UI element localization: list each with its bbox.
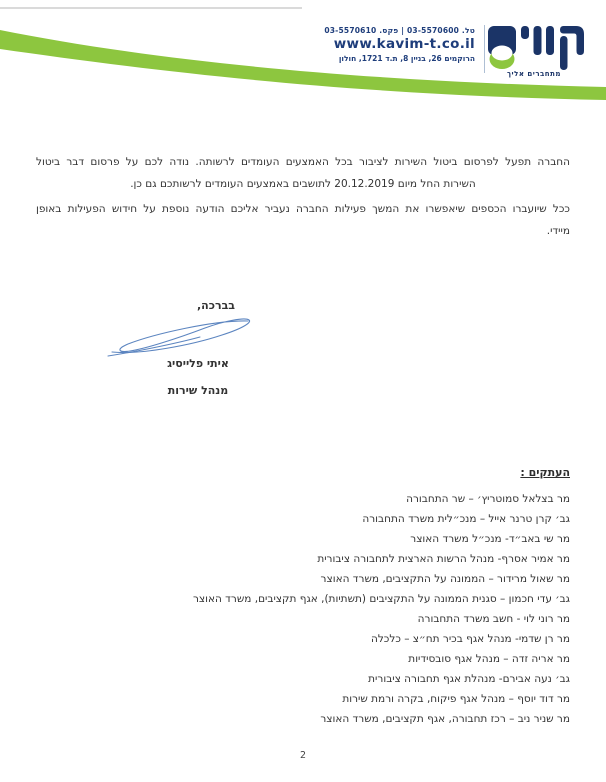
copies-list-item: מר שניר ניב – רכז תחבורה, אגף תקציבים, משרד האוצר xyxy=(320,713,570,725)
page-number: 2 xyxy=(299,750,307,761)
paragraph-1-line-2: השירות החל מיום 20.12.2019 לתושבים באמצעים העומדים לרשותכם גם כן. xyxy=(130,178,476,190)
signature-name: איתי פלייסיג xyxy=(167,357,229,370)
copies-section xyxy=(36,466,570,729)
paragraph-1-line-1: החברה תפעל לפרסום ביטול השירות לציבור בכל האמצעים העומדים לרשותה. נודה לכם על פרסום דבר ביטול xyxy=(36,156,570,168)
paragraph-2-line-1: ככל שיועברו הכספים שיאפשרו את המשך פעילות החברה נעביר אליכם הודעה נוספת על חידוש הפעילות באופן xyxy=(36,203,570,215)
copies-list-item: מר שאול מרידור – הממונה על התקציבים, משרד האוצר xyxy=(320,573,570,585)
copies-list-item: גב׳ עדי חכמון – סגנית הממונה על התקציבים (תשתיות), אגף תקציבים, משרד האוצר xyxy=(192,593,570,605)
header-contact-block xyxy=(324,26,475,64)
phone-fax-line: טל. 03-5570600 | פקס. 03-5570610 xyxy=(324,26,475,35)
kavim-logo xyxy=(488,26,590,84)
copies-list-item: מר דוד יוסף – מנהל אגף פיקוח, בקרה ורמת שירות xyxy=(342,693,570,705)
copies-list-item: גב׳ נעה אבירם- מנהלת אגף תחבורה ציבורית xyxy=(368,673,570,685)
paragraph-2-line-2: מיידי. xyxy=(546,225,570,237)
kavim-logo-mark xyxy=(488,26,590,70)
copies-list-item: מר אמיר אסרף- מנהל הרשות הארצית לתחבורה ציבורית xyxy=(317,553,570,565)
header-divider-line xyxy=(484,25,486,73)
copies-list-item: מר רן שדמי- מנהל אגף בכיר תח״צ – כלכלה xyxy=(370,633,570,645)
handwritten-signature xyxy=(104,311,256,359)
copies-list-item: מר אריה זדה – מנהל אגף סובסידיות xyxy=(408,653,570,665)
copies-heading: העתקים : xyxy=(520,466,570,479)
website-url: www.kavim-t.co.il xyxy=(333,36,475,52)
signature-closing: בברכה, xyxy=(196,299,235,312)
signature-role: מנהל שירות xyxy=(167,384,229,397)
logo-tagline: מתחברים אליך xyxy=(507,70,561,78)
copies-list-item: מר שי באב״ד- מנכ״ל משרד האוצר xyxy=(410,533,570,545)
logo-yod-shape xyxy=(521,26,529,39)
copies-list xyxy=(36,489,570,729)
logo-vav-shape xyxy=(534,26,542,55)
address-line: הרוקמים 26, בניין 8, ת.ד 1721, חולון xyxy=(338,54,475,63)
logo-qof-leg xyxy=(560,36,568,70)
copies-list-item: מר בצלאל סמוטריץ׳ – שר התחבורה xyxy=(406,493,570,505)
letter-body xyxy=(36,151,570,242)
copies-list-item: גב׳ קרן טרנר אייל – מנכ״לית משרד התחבורה xyxy=(362,513,570,525)
copies-list-item: מר רוני לוי - חשב משרד התחבורה xyxy=(417,613,570,625)
logo-vav-shape xyxy=(546,26,554,55)
